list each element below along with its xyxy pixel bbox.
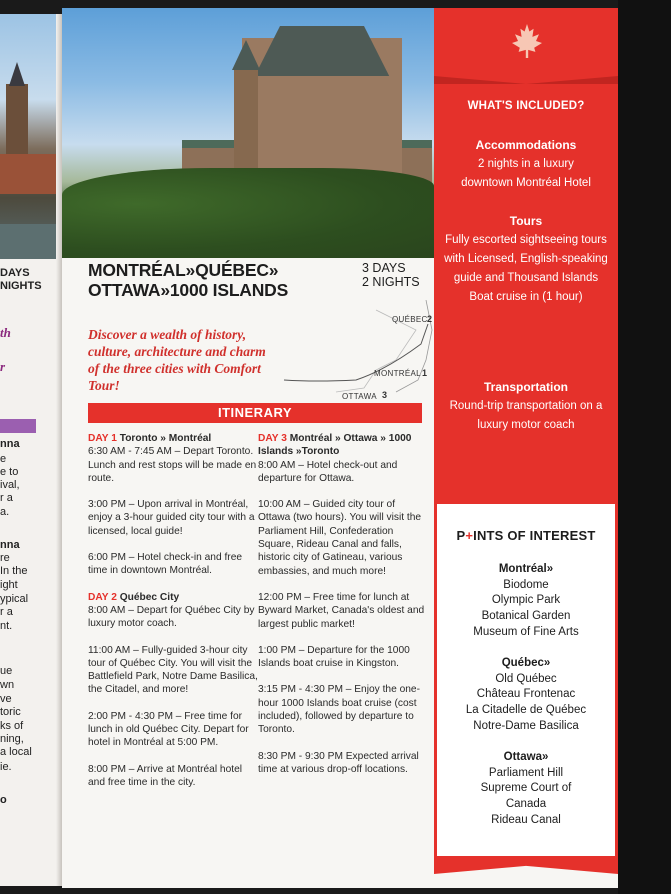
poi-item: Canada: [505, 798, 547, 811]
transportation-text: Round-trip transportation on a luxury motor coach: [449, 400, 603, 431]
poi-item: La Citadelle de Québec: [465, 704, 587, 717]
itinerary-column-left: [88, 432, 258, 802]
poi-item: Supreme Court of: [480, 782, 572, 795]
left-page-line: nna: [0, 539, 20, 551]
poi-item: Biodome: [503, 578, 549, 591]
accommodations-heading: Accommodations: [475, 138, 577, 152]
itinerary-entry: 8:30 PM - 9:30 PM Expected arrival time at various drop-off locations.: [258, 750, 419, 775]
poi-item: Museum of Fine Arts: [473, 625, 579, 638]
left-page-line: th: [0, 325, 11, 340]
church-tower-image: [6, 84, 28, 164]
itinerary-entry: 8:00 AM – Hotel check-out and departure for Ottawa.: [258, 459, 398, 484]
tour-title-line1: MONTRÉAL»QUÉBEC»: [88, 260, 279, 280]
river-image: [0, 224, 62, 259]
itinerary-entry: 3:15 PM - 4:30 PM – Enjoy the one-hour 1000 Islands boat cruise (cost included), followed by departure to Toronto.: [258, 684, 420, 736]
left-page-line: a.: [0, 506, 10, 518]
left-page-line: ight: [0, 579, 18, 591]
whats-included-heading: WHAT'S INCLUDED?: [467, 100, 585, 112]
left-page-line: e: [0, 453, 7, 465]
itinerary-entry: 6:30 AM - 7:45 AM – Depart Toronto. Lunch and rest stops will be made en route.: [88, 446, 257, 484]
tour-title: [88, 260, 288, 300]
itinerary-entry: 2:00 PM - 4:30 PM – Free time for lunch in old Québec City. Depart for hotel in Montréal at 5:00 PM.: [88, 710, 249, 749]
poi-item: Old Québec: [495, 672, 557, 685]
itinerary-entry: 1:00 PM – Departure for the 1000 Islands boat cruise in Kingston.: [258, 644, 410, 670]
left-page-line: r: [0, 359, 6, 374]
left-page-line: o: [0, 794, 7, 806]
left-page-line: ve: [0, 693, 12, 705]
poi-title-rest: INTS OF INTEREST: [473, 528, 596, 543]
route-map: [276, 300, 436, 400]
chateau-frontenac-photo: [62, 8, 434, 256]
map-label-quebec: QUÉBEC: [392, 315, 428, 324]
map-label-ottawa: OTTAWA: [342, 392, 377, 401]
day1-heading: [88, 432, 258, 445]
poi-item: Château Frontenac: [476, 688, 576, 701]
panel-divider: [434, 76, 618, 84]
left-page-line: ival,: [0, 479, 20, 491]
poi-item: Botanical Garden: [481, 610, 571, 623]
left-page-line: toric: [0, 706, 21, 718]
tours-block: [434, 212, 618, 307]
left-page-line: NIGHTS: [0, 280, 42, 292]
itinerary-entry: 3:00 PM – Upon arrival in Montréal, enjoy a 3-hour guided city tour with a licensed, local guide!: [88, 499, 255, 537]
poi-item: Olympic Park: [491, 594, 561, 607]
accommodations-block: [434, 136, 618, 193]
duration-days: 3 DAYS: [362, 261, 406, 275]
intro-tagline: Discover a wealth of history, culture, architecture and charm of the three cities with Comfort Tour!: [88, 327, 266, 393]
transportation-heading: Transportation: [483, 380, 568, 394]
map-label-montreal: MONTRÉAL: [374, 369, 421, 378]
left-page-line: r a: [0, 492, 13, 504]
left-page-line: nna: [0, 438, 20, 450]
poi-group-montreal: [437, 562, 615, 641]
plus-icon: +: [465, 528, 474, 543]
tour-title-line2: OTTAWA»1000 ISLANDS: [88, 280, 289, 300]
left-page-line: ks of: [0, 720, 24, 732]
itinerary-heading: ITINERARY: [88, 403, 422, 423]
day2-tag: DAY 2: [88, 591, 117, 603]
left-page-photo: [0, 14, 62, 259]
left-page-line: r a: [0, 606, 13, 618]
background-edge: [618, 0, 671, 894]
left-page-line: DAYS: [0, 267, 30, 279]
day2-heading: [88, 591, 258, 604]
left-page-line: In the: [0, 565, 28, 577]
left-page-line: a local: [0, 746, 32, 758]
poi-item: Rideau Canal: [491, 813, 561, 826]
tours-heading: Tours: [509, 214, 543, 228]
day3-tag: DAY 3: [258, 433, 287, 444]
poi-heading-ottawa: Ottawa»: [503, 751, 549, 763]
itinerary-column-right: [258, 432, 428, 789]
left-page-line: re: [0, 552, 10, 564]
itinerary-entry: 8:00 AM – Depart for Québec City by luxury motor coach.: [88, 604, 255, 630]
itinerary-entry: 6:00 PM – Hotel check-in and free time in downtown Montréal.: [88, 552, 243, 577]
trees: [62, 168, 434, 258]
itinerary-entry: 8:00 PM – Arrive at Montréal hotel and free time in the city.: [88, 763, 243, 788]
maple-leaf-icon: [512, 24, 542, 58]
itinerary-entry: 10:00 AM – Guided city tour of Ottawa (two hours). You will visit the Parliament Hill, Confederation Square, Rideau Canal and falls, historic city of Gatineau, various embassies, and much more!: [258, 499, 422, 577]
left-page-line: ning,: [0, 733, 24, 745]
day3-route: Montréal » Ottawa » 1000 Islands »Toronto: [258, 433, 412, 458]
poi-heading-quebec: Québec»: [501, 657, 551, 669]
day3-heading: [258, 432, 428, 459]
map-number-quebec: 2: [427, 314, 433, 324]
left-page-line: ypical: [0, 593, 29, 605]
poi-item: Notre-Dame Basilica: [473, 719, 579, 732]
panel-bottom-notch: [434, 856, 618, 874]
map-number-ottawa: 3: [382, 390, 388, 400]
day1-route: Toronto » Montréal: [119, 433, 212, 444]
itinerary-entry: 11:00 AM – Fully-guided 3-hour city tour of Québec City. You will visit the Battlefield Park, Notre Dame Basilica, the Citadel, and more!: [88, 644, 258, 696]
left-page-line: wn: [0, 679, 15, 691]
left-page-purple-bar: [0, 419, 36, 433]
left-page-line: e to: [0, 466, 19, 478]
tour-duration: [362, 262, 420, 289]
duration-nights: 2 NIGHTS: [362, 274, 420, 289]
accommodations-text: 2 nights in a luxury downtown Montréal Hotel: [461, 158, 591, 189]
poi-heading-montreal: Montréal»: [498, 563, 554, 575]
map-number-montreal: 1: [422, 368, 428, 378]
day1-tag: DAY 1: [88, 433, 117, 444]
day2-route: Québec City: [119, 591, 180, 603]
left-page-line: nt.: [0, 620, 13, 632]
points-of-interest-panel: [434, 504, 618, 858]
brochure-page: [62, 8, 618, 888]
transportation-block: [434, 378, 618, 435]
tours-text: Fully escorted sightseeing tours with Licensed, English-speaking guide and Thousand Islands Boat cruise in (1 hour): [444, 234, 608, 303]
left-page-line: ie.: [0, 761, 12, 773]
left-page-line: ue: [0, 665, 13, 677]
points-of-interest-heading: [437, 528, 615, 543]
left-page-fragment: [0, 14, 62, 886]
rooftops-image: [0, 154, 62, 194]
poi-title-p: P: [456, 528, 466, 543]
whats-included-panel: [434, 8, 618, 504]
itinerary-entry: 12:00 PM – Free time for lunch at Byward Market, Canada's oldest and largest public market!: [258, 591, 425, 630]
poi-item: Parliament Hill: [488, 766, 564, 779]
poi-group-quebec: [437, 656, 615, 735]
poi-group-ottawa: [437, 750, 615, 829]
